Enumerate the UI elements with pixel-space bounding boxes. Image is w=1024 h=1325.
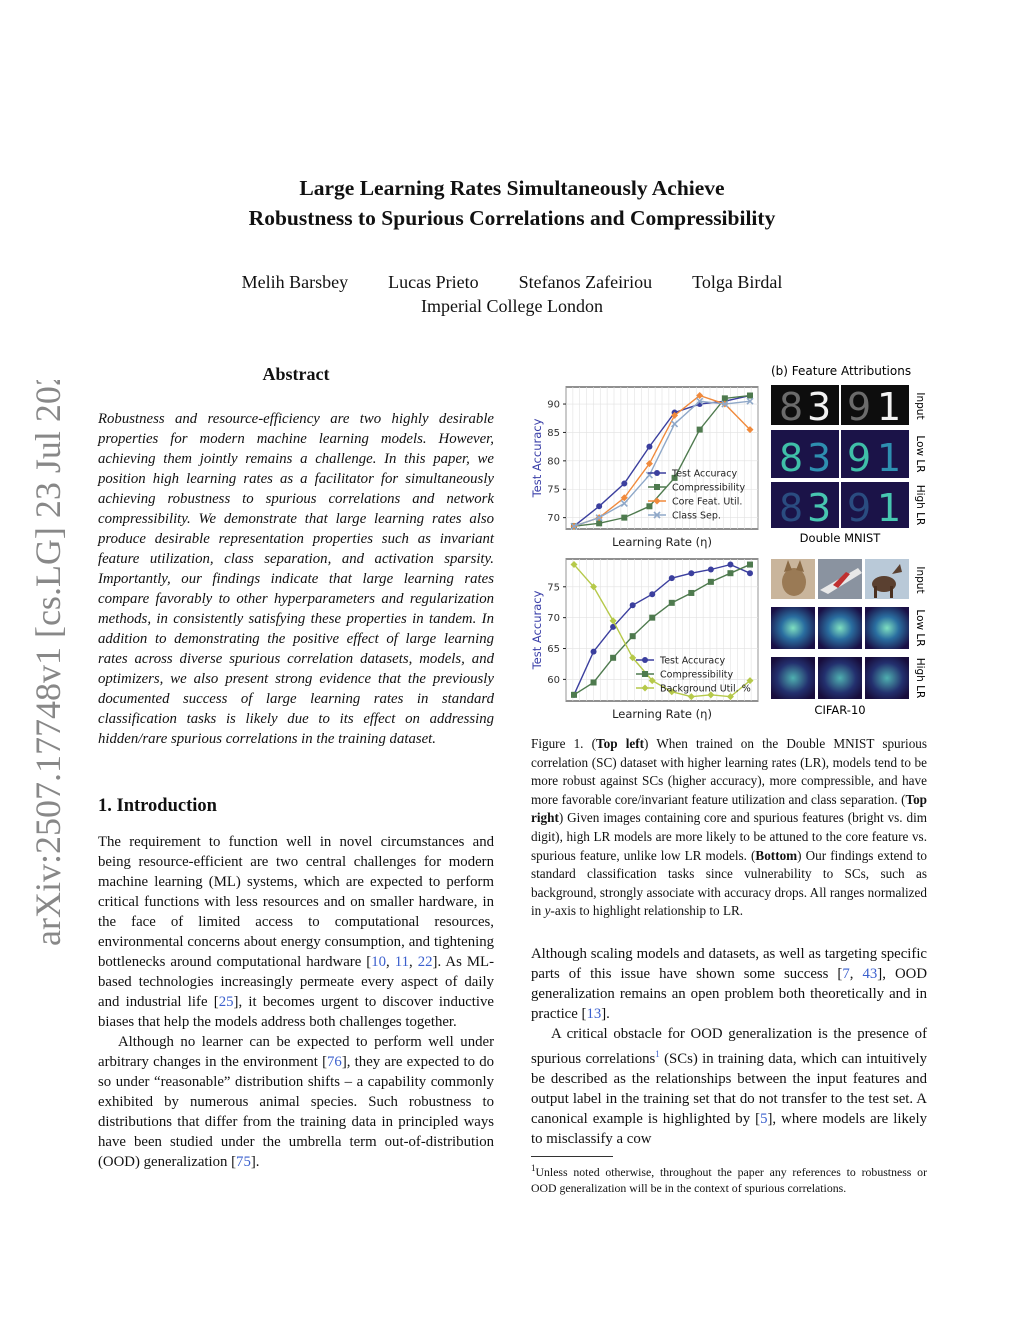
data-point [596, 503, 602, 509]
double-mnist-caption: Double MNIST [799, 531, 881, 545]
cifar-lowlr-panel [865, 607, 909, 649]
y-tick-label: 70 [547, 613, 560, 625]
data-point [708, 566, 714, 572]
text-run: ], OOD generalization remains an open problem both theoretically and in practice [ [531, 966, 928, 1022]
data-point [596, 520, 602, 526]
text-run: ]. [601, 1006, 610, 1022]
cifar-high-lr-row [771, 657, 909, 699]
text-run: ], where models are likely to misclassify a cow [531, 1110, 927, 1147]
text-run: The requirement to function well in novel circumstances and being resource-efficient are two central challenges for modern machine learning (ML) systems, which are expected to perform critical functions with less resources and on smaller hardware, in the face of limited access to computational resources, environmental concerns about energy consumption, and tightening bottlenecks around computational hardware [ [98, 834, 494, 970]
mnist-high-lr-row [771, 482, 909, 530]
citation-link[interactable]: 22 [417, 954, 433, 970]
digit-attribution: 8 [779, 436, 804, 480]
data-point [722, 395, 728, 401]
y-tick-label: 90 [547, 399, 560, 411]
citation-link[interactable]: 5 [760, 1110, 768, 1127]
data-point [654, 470, 660, 476]
author-name: Tolga Birdal [692, 272, 783, 292]
citation-link[interactable]: 10 [371, 954, 387, 970]
data-point [591, 649, 597, 655]
data-point [747, 562, 753, 568]
y-tick-label: 75 [547, 582, 560, 594]
text-run: , [386, 954, 395, 970]
y-axis-label: Test Accuracy [530, 590, 544, 670]
legend-entry: Background Util. % [660, 683, 751, 695]
data-point [621, 515, 627, 521]
arxiv-identifier [12, 380, 72, 950]
citation-link[interactable]: 76 [327, 1054, 342, 1070]
right-paragraph-1 [531, 944, 927, 1024]
right-paragraph-2 [531, 1024, 927, 1149]
digit-attribution: 3 [807, 486, 832, 530]
data-point [610, 655, 616, 661]
data-point [688, 570, 694, 576]
affiliation: Imperial College London [421, 296, 603, 316]
legend-entry: Core Feat. Util. [672, 496, 743, 508]
x-axis-label: Learning Rate (η) [612, 707, 712, 721]
data-point [688, 590, 694, 596]
author-name: Lucas Prieto [388, 272, 479, 292]
text-run: Although no learner can be expected to perform well under arbitrary changes in the environment [ [98, 1034, 494, 1070]
y-axis-label: Test Accuracy [530, 418, 544, 498]
chart-double-mnist [530, 387, 758, 549]
data-point [727, 570, 733, 576]
mnist-input-row [771, 385, 909, 429]
intro-column [98, 832, 494, 1172]
footnote-link[interactable]: 1 [655, 1049, 660, 1059]
cifar-lowlr-panel [771, 607, 815, 649]
text-run: -axis to highlight relationship to LR. [550, 903, 744, 919]
row-label: Low LR [914, 609, 926, 647]
cat-shape [782, 568, 806, 596]
mnist-low-lr-row [771, 430, 909, 480]
data-point [621, 481, 627, 487]
footnote [531, 1160, 927, 1196]
cifar-input-row [771, 559, 909, 599]
digit-attribution: 9 [847, 436, 872, 480]
text-run: A critical obstacle for OOD generalization is the presence of spurious correlations [531, 1026, 927, 1067]
arxiv-id-text: arXiv:2507.17748v1 [cs.LG] 23 Jul 2025 [28, 380, 68, 946]
legend-entry: Test Accuracy [672, 468, 738, 480]
text-run: Although scaling models and datasets, as well as targeting specific parts of this issue have shown some success [ [531, 946, 927, 982]
data-point [649, 591, 655, 597]
text-run: ], it becomes urgent to discover inductive biases that help the models address both challenges together. [98, 994, 494, 1030]
data-point [669, 600, 675, 606]
digit-attribution: 9 [847, 486, 872, 530]
text-run: , [409, 954, 418, 970]
data-point [646, 503, 652, 509]
paper-title-line-1: Large Learning Rates Simultaneously Achieve [299, 176, 725, 200]
footnote-mark: 1 [531, 1163, 536, 1173]
legend-entry: Test Accuracy [660, 655, 726, 667]
deer-leg [890, 586, 893, 598]
digit-attribution: 8 [779, 486, 804, 530]
digit-bright: 1 [877, 385, 902, 429]
legend-entry: Compressibility [672, 482, 746, 494]
text-run: ]. As ML-based technologies increasingly permeate every aspect of daily and industrial life [ [98, 954, 494, 1010]
data-point [646, 444, 652, 450]
text-run: y [544, 903, 551, 919]
text-run: ) Given images containing core and spurious features (bright vs. dim digit), high LR models are more likely to be attuned to the core feature vs. spurious feature, unlike low LR models. ( [531, 810, 927, 863]
data-point [697, 427, 703, 433]
legend-entry: Class Sep. [672, 510, 721, 522]
data-point [591, 679, 597, 685]
row-label: High LR [914, 484, 926, 526]
y-tick-label: 85 [547, 427, 560, 439]
text-run: ) Our findings extend to standard classification tasks since vulnerability to SCs, such as background, strongly associate with accuracy drops. All ranges normalized in [531, 847, 927, 919]
section-heading-introduction: 1. Introduction [98, 796, 217, 816]
footnote-rule [531, 1156, 613, 1157]
y-tick-label: 75 [547, 484, 560, 496]
abstract-text: Robustness and resource-efficiency are two highly desirable properties for modern machine learning models. However, achieving them jointly remains a challenge. In this paper, we position high learning rates as a facilitator for simultaneously achieving robustness to spurious correlations and network compressibility. We demonstrate that large learning rates also produce desirable representation properties such as invariant feature utilization, class separation, and activation sparsity. Importantly, our findings indicate that large learning rates compare favorably to other hyperparameters and regularization methods, in consistently satisfying these properties in tandem. In addition to demonstrating the positive effect of large learning rates across diverse spurious correlation datasets, models, and optimizers, we also present strong evidence that the previously documented success of large learning rates in standard classification tasks is likely due to its effect on addressing hidden/rare spurious correlations in the training dataset. [98, 411, 494, 747]
cifar-lowlr-panel [818, 607, 862, 649]
digit-attribution: 1 [877, 436, 902, 480]
footnote-text: Unless noted otherwise, throughout the paper any references to robustness or OOD generalization will be in the context of spurious correlations. [531, 1164, 927, 1195]
row-label: Input [914, 566, 926, 594]
intro-paragraph-2 [98, 1032, 494, 1172]
text-run: Top right [531, 791, 927, 826]
citation-link[interactable]: 25 [218, 994, 234, 1010]
chart-cifar10 [530, 559, 758, 721]
y-tick-label: 70 [547, 513, 560, 525]
figure-1 [528, 360, 930, 725]
data-point [642, 657, 648, 663]
citation-link[interactable]: 75 [236, 1154, 251, 1170]
citation-link[interactable]: 11 [394, 954, 410, 970]
digit-attribution: 3 [807, 436, 832, 480]
data-point [727, 562, 733, 568]
right-column-text [531, 944, 927, 1149]
data-point [630, 633, 636, 639]
figure-1-caption [531, 735, 927, 921]
data-point [708, 579, 714, 585]
row-label: High LR [914, 657, 926, 699]
digit-dim: 8 [779, 385, 804, 429]
cifar-highlr-panel [771, 657, 815, 699]
data-point [669, 575, 675, 581]
cifar-low-lr-row [771, 607, 909, 649]
data-point [747, 393, 753, 399]
y-tick-label: 80 [547, 456, 560, 468]
text-run: Figure 1. ( [531, 736, 597, 751]
text-run: ], they are expected to do so under “reasonable” distribution shifts – a capability commonly exhibited by numerous animal species. Such robustness to distributions that differ from the training data in principled ways have been studied under the umbrella term out-of-distribution (OOD) generalization [ [98, 1054, 495, 1170]
digit-attribution: 1 [877, 486, 902, 530]
cifar-highlr-panel [865, 657, 909, 699]
data-point [571, 692, 577, 698]
legend-entry: Compressibility [660, 669, 734, 681]
y-tick-label: 65 [547, 644, 560, 656]
text-run: (SCs) in training data, which can intuitively be described as the relationships between the input features and output label in the training set that do not transfer to the test set. A canonical example is highlighted by [ [531, 1050, 927, 1127]
feature-attributions-title: (b) Feature Attributions [771, 364, 912, 378]
text-run: Bottom [755, 847, 798, 863]
text-run: ]. [250, 1154, 260, 1170]
row-label: Input [914, 392, 926, 420]
x-axis-label: Learning Rate (η) [612, 535, 712, 549]
data-point [642, 671, 648, 677]
data-point [654, 484, 660, 490]
abstract-heading: Abstract [262, 364, 330, 384]
data-point [630, 602, 636, 608]
digit-bright: 3 [807, 385, 832, 429]
author-name: Melih Barsbey [241, 272, 349, 292]
text-run: , [849, 966, 863, 982]
cifar-highlr-panel [818, 657, 862, 699]
citation-link[interactable]: 7 [842, 966, 850, 982]
paper-title-line-2: Robustness to Spurious Correlations and Compressibility [248, 206, 776, 230]
author-name: Stefanos Zafeiriou [518, 272, 653, 292]
citation-link[interactable]: 13 [586, 1006, 602, 1022]
citation-link[interactable]: 43 [862, 966, 878, 982]
author-list [0, 272, 1024, 293]
text-run: ) When trained on the Double MNIST spurious correlation (SC) dataset with higher learning rates (LR), models tend to be more robust against SCs (higher accuracy), more compressible, and have more favorable core/invariant feature utilization and class separation. ( [531, 736, 928, 807]
cifar10-caption: CIFAR-10 [814, 703, 866, 717]
text-run: Top left [596, 736, 645, 751]
intro-paragraph-1 [98, 832, 494, 1032]
row-label: Low LR [914, 435, 926, 473]
data-point [649, 615, 655, 621]
data-point [747, 570, 753, 576]
deer-leg [874, 586, 877, 598]
digit-dim: 9 [847, 385, 872, 429]
y-tick-label: 60 [547, 674, 560, 686]
